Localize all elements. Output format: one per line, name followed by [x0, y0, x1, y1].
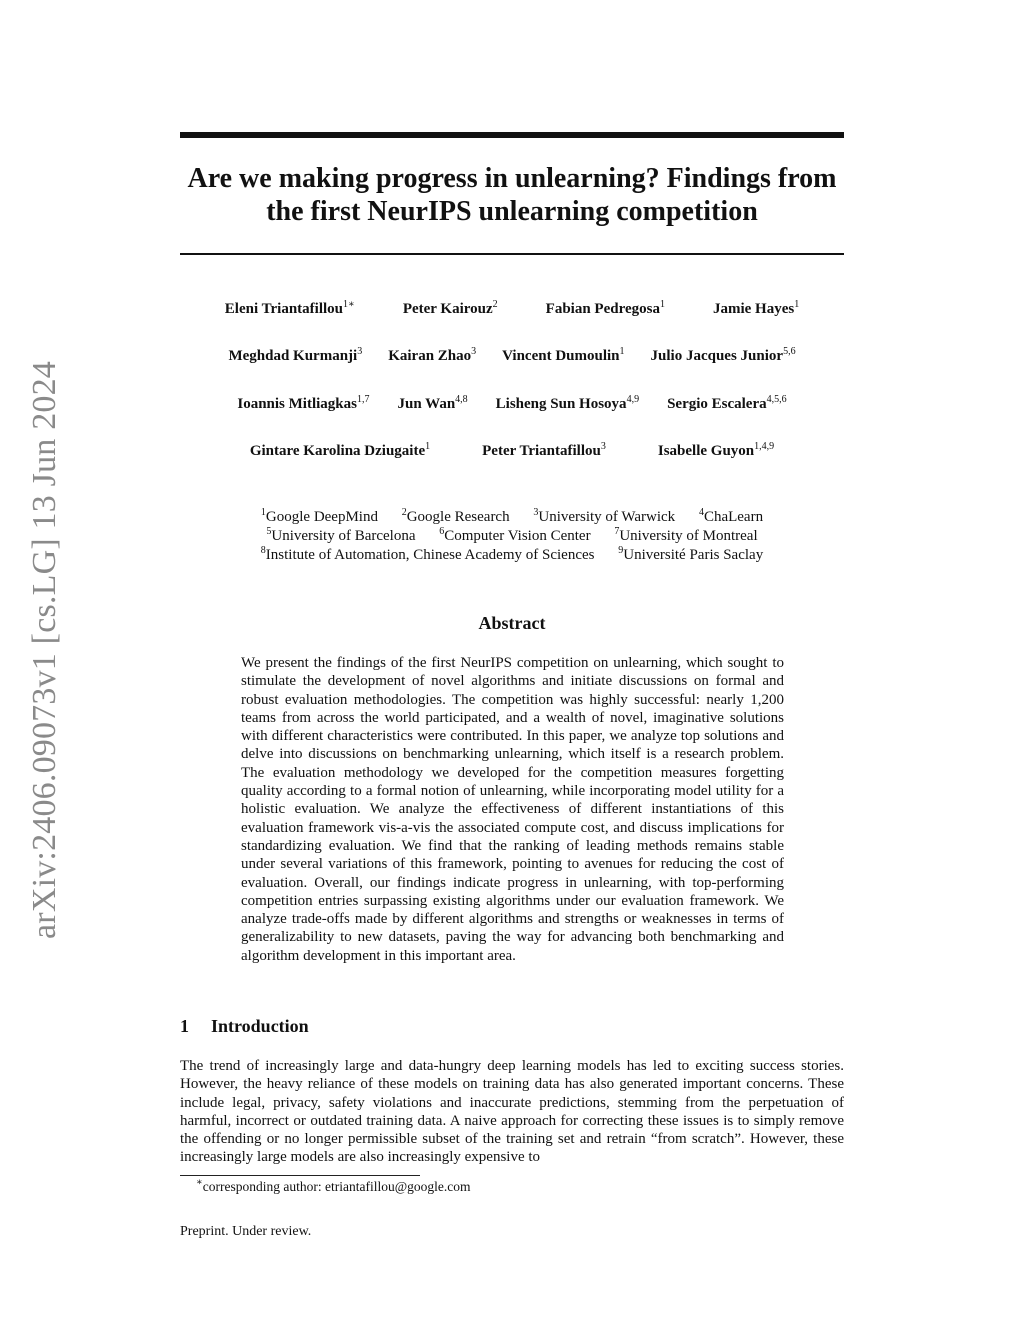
author: Kairan Zhao$^3$ [388, 346, 477, 364]
author: Vincent Dumoulin$^1$ [502, 346, 625, 364]
author: Ioannis Mitliagkas$^{1,7}$ [237, 394, 370, 412]
section-number: 1 [180, 1016, 189, 1036]
abstract-text: We present the findings of the first NeurIPS competition on unlearning, which sought to stimulate the development of novel algorithms and initiate discussions on formal and robust evaluation methodologies. The competition was highly successful: nearly 1,200 teams from across the world participated, and a wealth of novel, imaginative solutions with different characteristics were contributed. In this paper, we analyze top solutions and delve into discussions on benchmarking unlearning, which itself is a research problem. The evaluation methodology we developed for the competition measures forgetting quality according to a formal notion of unlearning, while incorporating model utility for a holistic evaluation. We analyze the effectiveness of different instantiations of this evaluation framework vis-a-vis the associated compute cost, and discuss implications for standardizing evaluation. We find that the ranking of leading methods remains stable under several variations of this framework, pointing to avenues for reducing the cost of evaluation. Overall, our findings indicate progress in unlearning, with top-performing competition entries surpassing existing algorithms under our evaluation framework. We analyze trade-offs made by different algorithms and strengths or weaknesses in terms of generalizability to new datasets, paving the way for advancing both benchmarking and algorithm development in this important area. [241, 655, 784, 964]
footnote-rule [180, 1175, 420, 1176]
author: Eleni Triantafillou$^{1∗}$ [224, 299, 355, 317]
affiliation: $^5$University of Barcelona [266, 526, 416, 544]
author: Meghdad Kurmanji$^3$ [228, 346, 363, 364]
section-heading-introduction [180, 1016, 309, 1037]
title-bottom-rule [180, 253, 844, 255]
author: Peter Kairouz$^2$ [402, 299, 498, 317]
abstract-heading: Abstract [478, 613, 546, 633]
footnote-mark: ∗ [196, 1177, 203, 1188]
affiliation: $^3$University of Warwick [533, 507, 676, 525]
footnote [196, 1179, 471, 1195]
author: Sergio Escalera$^{4,5,6}$ [667, 394, 787, 412]
author-row-1 [150, 299, 874, 319]
introduction-text: The trend of increasingly large and data-hungry deep learning models has led to exciting success stories. However, the heavy reliance of these models on training data has also generated important concerns. These include legal, privacy, safety violations and inaccurate predictions, stemming from the perpetuation of harmful, incorrect or outdated training data. A naive approach for correcting these issues is to simply remove the offending or no longer permissible subset of the training set and retrain “from scratch”. However, these increasingly large models are also increasingly expensive to [180, 1058, 844, 1166]
affiliation: $^1$Google DeepMind [260, 507, 378, 525]
author: Isabelle Guyon$^{1,4,9}$ [657, 441, 775, 459]
author: Julio Jacques Junior$^{5,6}$ [650, 346, 796, 364]
author-row-3 [150, 394, 874, 414]
preprint-note: Preprint. Under review. [180, 1224, 312, 1239]
title-line-2: the first NeurIPS unlearning competition [266, 196, 758, 227]
arxiv-identifier-stamp [20, 360, 70, 940]
author-row-2 [150, 346, 874, 366]
affiliation-row-3 [150, 546, 874, 565]
affiliation: $^2$Google Research [401, 507, 510, 525]
title-top-rule [180, 132, 844, 138]
footnote-text: corresponding author: etriantafillou@google.com [202, 1179, 471, 1194]
arxiv-stamp-text: arXiv:2406.09073v1 [cs.LG] 13 Jun 2024 [26, 361, 64, 939]
affiliation-row-2 [150, 527, 874, 546]
author: Jamie Hayes$^1$ [712, 299, 800, 317]
section-title: Introduction [211, 1016, 309, 1036]
affiliation-row-1 [150, 508, 874, 527]
affiliation: $^9$Université Paris Saclay [618, 545, 764, 563]
title-line-1: Are we making progress in unlearning? Findings from [187, 163, 837, 194]
author-row-4 [150, 441, 874, 461]
affiliation: $^6$Computer Vision Center [439, 526, 591, 544]
author: Lisheng Sun Hosoya$^{4,9}$ [495, 394, 640, 412]
paper-title [180, 162, 844, 228]
author: Peter Triantafillou$^3$ [482, 441, 606, 459]
author: Jun Wan$^{4,8}$ [397, 394, 468, 412]
affiliation: $^7$University of Montreal [614, 526, 758, 544]
affiliation: $^4$ChaLearn [698, 507, 764, 525]
author: Fabian Pedregosa$^1$ [545, 299, 665, 317]
affiliation: $^8$Institute of Automation, Chinese Academy of Sciences [260, 545, 595, 563]
author: Gintare Karolina Dziugaite$^1$ [249, 441, 431, 459]
